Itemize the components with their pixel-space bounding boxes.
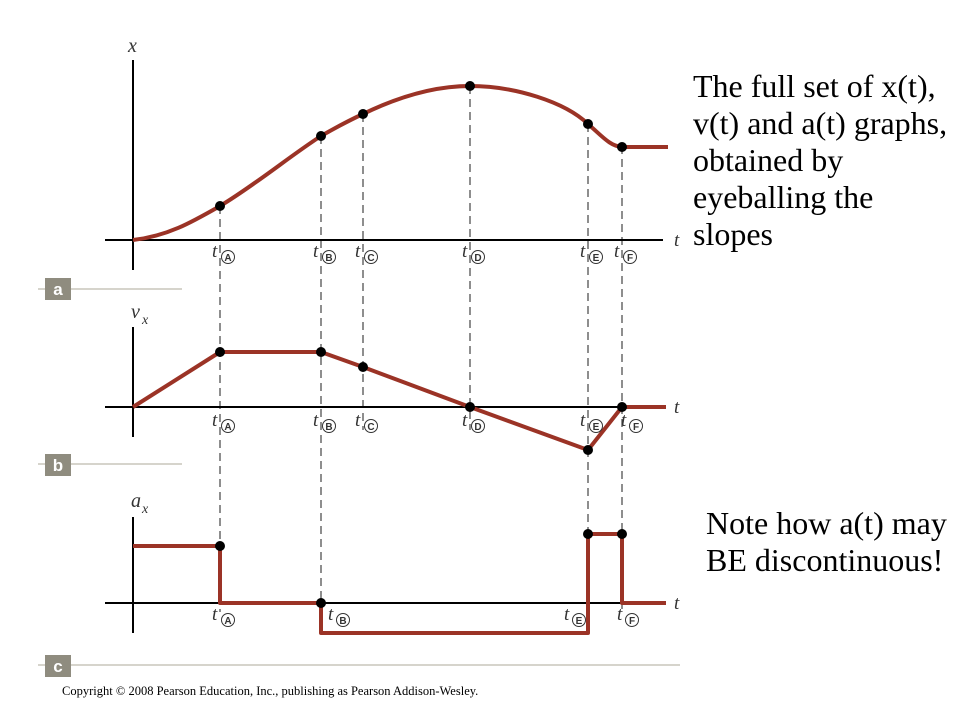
x-graph-axis-label: x bbox=[128, 35, 137, 57]
svg-text:D: D bbox=[474, 422, 482, 433]
acceleration-point-a bbox=[215, 541, 225, 551]
svg-text:E: E bbox=[592, 422, 600, 433]
svg-text:t: t bbox=[614, 241, 620, 262]
svg-text:c: c bbox=[53, 657, 63, 676]
velocity-point-c bbox=[358, 362, 368, 372]
svg-text:t: t bbox=[355, 410, 361, 431]
svg-text:E: E bbox=[575, 616, 583, 627]
a-graph-axis-label: a bbox=[131, 490, 141, 512]
velocity-curve bbox=[133, 352, 666, 450]
graph-velocity bbox=[38, 301, 680, 476]
svg-text:t: t bbox=[328, 604, 334, 625]
acceleration-point-b bbox=[316, 598, 326, 608]
svg-text:C: C bbox=[367, 253, 375, 264]
v-graph-axis-label: v bbox=[131, 301, 140, 323]
panel-tag-b bbox=[38, 454, 182, 476]
x-tick-e bbox=[580, 241, 603, 264]
v-tick-f bbox=[621, 410, 643, 433]
x-tick-c bbox=[355, 241, 378, 264]
position-point-e bbox=[583, 119, 593, 129]
svg-text:t: t bbox=[462, 410, 468, 431]
v-tick-d bbox=[462, 410, 485, 433]
graph-position bbox=[38, 35, 680, 300]
svg-text:a: a bbox=[53, 280, 63, 299]
slopes-note: The full set of x(t), v(t) and a(t) graphs, obtained by eyeballing the slopes bbox=[693, 68, 948, 252]
a-tick-e bbox=[564, 604, 586, 627]
v-tick-e bbox=[580, 410, 603, 433]
a-tick-a bbox=[212, 604, 235, 627]
position-point-d bbox=[465, 81, 475, 91]
svg-text:B: B bbox=[339, 616, 347, 627]
svg-text:B: B bbox=[325, 253, 333, 264]
v-graph-time-ticks bbox=[212, 410, 643, 433]
v-graph-axis-subscript: x bbox=[142, 313, 149, 328]
position-point-a bbox=[215, 201, 225, 211]
a-tick-b bbox=[328, 604, 350, 627]
v-graph-time-label: t bbox=[674, 397, 680, 418]
x-graph-time-label: t bbox=[674, 230, 680, 251]
svg-text:t: t bbox=[462, 241, 468, 262]
velocity-point-b bbox=[316, 347, 326, 357]
panel-tag-a bbox=[38, 278, 182, 300]
svg-text:t: t bbox=[580, 410, 586, 431]
svg-text:B: B bbox=[325, 422, 333, 433]
a-graph-time-ticks bbox=[212, 604, 639, 627]
svg-text:t: t bbox=[617, 604, 623, 625]
graph-acceleration bbox=[38, 490, 680, 677]
v-tick-c bbox=[355, 410, 378, 433]
svg-text:A: A bbox=[224, 253, 232, 264]
v-tick-b bbox=[313, 410, 336, 433]
svg-text:F: F bbox=[628, 616, 636, 627]
x-tick-b bbox=[313, 241, 336, 264]
x-graph-time-ticks bbox=[212, 241, 637, 264]
svg-text:t: t bbox=[564, 604, 570, 625]
a-graph-time-label: t bbox=[674, 593, 680, 614]
x-tick-a bbox=[212, 241, 235, 264]
svg-text:A: A bbox=[224, 616, 232, 627]
v-tick-a bbox=[212, 410, 235, 433]
position-point-f bbox=[617, 142, 627, 152]
svg-text:t: t bbox=[621, 410, 627, 431]
svg-text:F: F bbox=[632, 422, 640, 433]
position-point-b bbox=[316, 131, 326, 141]
svg-text:C: C bbox=[367, 422, 375, 433]
panel-tag-c bbox=[38, 655, 680, 677]
a-tick-f bbox=[617, 604, 639, 627]
discontinuity-note: Note how a(t) may BE discontinuous! bbox=[706, 505, 947, 578]
svg-text:F: F bbox=[626, 253, 634, 264]
a-graph-axis-subscript: x bbox=[142, 502, 149, 517]
svg-text:t: t bbox=[355, 241, 361, 262]
velocity-point-a bbox=[215, 347, 225, 357]
svg-text:t: t bbox=[212, 410, 218, 431]
svg-text:t: t bbox=[212, 604, 218, 625]
svg-text:t: t bbox=[313, 241, 319, 262]
svg-text:t: t bbox=[212, 241, 218, 262]
svg-text:E: E bbox=[592, 253, 600, 264]
svg-text:t: t bbox=[580, 241, 586, 262]
position-point-c bbox=[358, 109, 368, 119]
x-tick-f bbox=[614, 241, 637, 264]
acceleration-point-f bbox=[617, 529, 627, 539]
velocity-point-e bbox=[583, 445, 593, 455]
svg-text:A: A bbox=[224, 422, 232, 433]
svg-text:t: t bbox=[313, 410, 319, 431]
x-tick-d bbox=[462, 241, 485, 264]
svg-text:D: D bbox=[474, 253, 482, 264]
acceleration-point-e bbox=[583, 529, 593, 539]
svg-text:b: b bbox=[52, 456, 64, 475]
copyright-notice: Copyright © 2008 Pearson Education, Inc., publishing as Pearson Addison-Wesley. bbox=[62, 684, 479, 698]
